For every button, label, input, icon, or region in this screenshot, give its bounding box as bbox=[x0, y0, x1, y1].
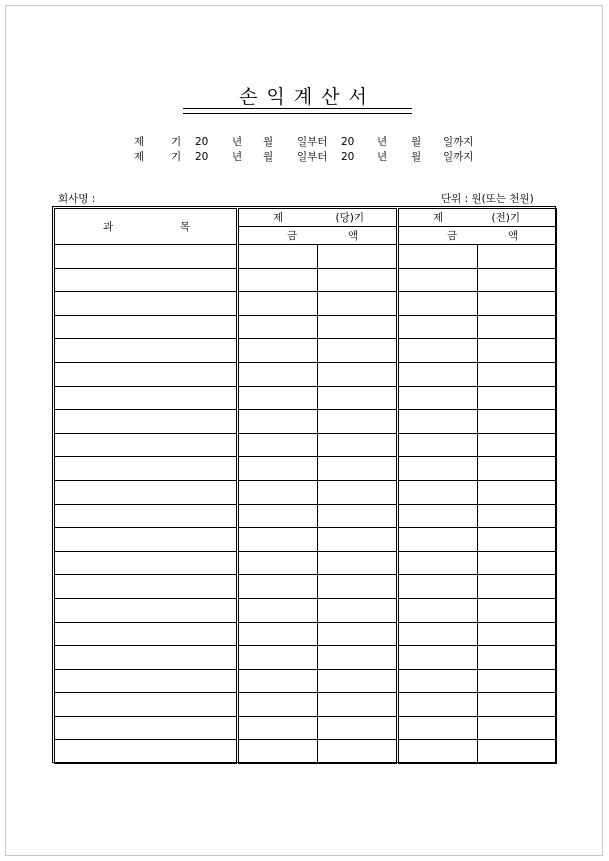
previous-amount-cell-1[interactable] bbox=[399, 457, 478, 481]
previous-amount-cell-1[interactable] bbox=[399, 646, 478, 670]
income-statement-table bbox=[54, 208, 557, 764]
current-amount-cell-1[interactable] bbox=[239, 315, 318, 339]
previous-amount-cell-1[interactable] bbox=[399, 433, 478, 457]
period-ilkkaji: 일까지 bbox=[443, 136, 474, 148]
period-ilbuteo: 일부터 bbox=[297, 151, 328, 163]
subject-cell[interactable] bbox=[55, 339, 237, 363]
table-row bbox=[55, 575, 557, 599]
period-year-to: 20 bbox=[341, 151, 355, 163]
current-amount-cell-2[interactable] bbox=[318, 551, 397, 575]
current-amount-cell-2[interactable] bbox=[318, 740, 397, 764]
period-line bbox=[0, 149, 609, 165]
current-amount-cell-2[interactable] bbox=[318, 292, 397, 316]
previous-amount-cell-2[interactable] bbox=[478, 315, 557, 339]
previous-amount-cell-1[interactable] bbox=[399, 693, 478, 717]
period-wol-from: 월 bbox=[263, 136, 274, 148]
current-amount-cell-1[interactable] bbox=[239, 528, 318, 552]
table-row bbox=[55, 622, 557, 646]
period-je: 제 bbox=[134, 136, 145, 148]
current-amount-header bbox=[239, 227, 397, 245]
current-amount-cell-2[interactable] bbox=[318, 598, 397, 622]
current-amount-cell-1[interactable] bbox=[239, 504, 318, 528]
table-row bbox=[55, 245, 557, 269]
period-line bbox=[0, 134, 609, 150]
table-row bbox=[55, 433, 557, 457]
previous-amount-cell-1[interactable] bbox=[399, 575, 478, 599]
header-row-top bbox=[55, 209, 557, 227]
previous-amount-cell-1[interactable] bbox=[399, 598, 478, 622]
current-amount-cell-1[interactable] bbox=[239, 575, 318, 599]
previous-amount-cell-1[interactable] bbox=[399, 551, 478, 575]
table-row bbox=[55, 716, 557, 740]
subject-cell[interactable] bbox=[55, 480, 237, 504]
table-row bbox=[55, 740, 557, 764]
previous-amount-cell-2[interactable] bbox=[478, 528, 557, 552]
current-amount-cell-2[interactable] bbox=[318, 315, 397, 339]
previous-amount-cell-2[interactable] bbox=[478, 622, 557, 646]
current-amount-cell-1[interactable] bbox=[239, 292, 318, 316]
period-wol-to: 월 bbox=[411, 151, 422, 163]
company-name-label: 회사명 : bbox=[58, 193, 96, 205]
current-amount-cell-1[interactable] bbox=[239, 669, 318, 693]
current-amount-cell-1[interactable] bbox=[239, 598, 318, 622]
subject-cell[interactable] bbox=[55, 622, 237, 646]
previous-amount-cell-2[interactable] bbox=[478, 362, 557, 386]
previous-amount-cell-2[interactable] bbox=[478, 575, 557, 599]
previous-amount-cell-2[interactable] bbox=[478, 716, 557, 740]
previous-amount-cell-2[interactable] bbox=[478, 480, 557, 504]
current-amount-cell-1[interactable] bbox=[239, 693, 318, 717]
previous-amount-cell-1[interactable] bbox=[399, 410, 478, 434]
subject-cell[interactable] bbox=[55, 716, 237, 740]
previous-term-je: 제 bbox=[433, 212, 444, 224]
period-nyeon-to: 년 bbox=[377, 151, 388, 163]
previous-amount-cell-2[interactable] bbox=[478, 598, 557, 622]
current-amount-cell-1[interactable] bbox=[239, 716, 318, 740]
previous-term-label: (전)기 bbox=[491, 212, 520, 224]
previous-amount-cell-1[interactable] bbox=[399, 386, 478, 410]
current-amount-cell-2[interactable] bbox=[318, 716, 397, 740]
period-year-from: 20 bbox=[195, 151, 209, 163]
unit-label: 단위 : 원(또는 천원) bbox=[441, 193, 534, 205]
subject-cell[interactable] bbox=[55, 315, 237, 339]
subject-cell[interactable] bbox=[55, 575, 237, 599]
subject-cell[interactable] bbox=[55, 528, 237, 552]
previous-amount-cell-2[interactable] bbox=[478, 292, 557, 316]
period-je: 제 bbox=[134, 151, 145, 163]
table-row bbox=[55, 292, 557, 316]
current-amount-cell-2[interactable] bbox=[318, 480, 397, 504]
current-amount-cell-1[interactable] bbox=[239, 622, 318, 646]
previous-amount-header bbox=[399, 227, 557, 245]
current-amount-cell-1[interactable] bbox=[239, 551, 318, 575]
subject-cell[interactable] bbox=[55, 362, 237, 386]
period-ilkkaji: 일까지 bbox=[443, 151, 474, 163]
previous-amount-cell-1[interactable] bbox=[399, 268, 478, 292]
subject-cell[interactable] bbox=[55, 433, 237, 457]
table-row bbox=[55, 598, 557, 622]
previous-amount-right: 액 bbox=[507, 230, 518, 242]
table-row bbox=[55, 410, 557, 434]
subject-cell[interactable] bbox=[55, 693, 237, 717]
previous-amount-cell-1[interactable] bbox=[399, 315, 478, 339]
previous-amount-cell-2[interactable] bbox=[478, 386, 557, 410]
period-gi: 기 bbox=[171, 151, 182, 163]
period-ilbuteo: 일부터 bbox=[297, 136, 328, 148]
subject-header-left: 과 bbox=[103, 221, 114, 233]
table-row bbox=[55, 315, 557, 339]
current-amount-cell-2[interactable] bbox=[318, 693, 397, 717]
table-row bbox=[55, 268, 557, 292]
subject-header-right: 목 bbox=[179, 221, 190, 233]
period-nyeon-from: 년 bbox=[232, 151, 243, 163]
previous-amount-left: 금 bbox=[447, 230, 458, 242]
subject-cell[interactable] bbox=[55, 268, 237, 292]
table-row bbox=[55, 528, 557, 552]
current-amount-cell-1[interactable] bbox=[239, 433, 318, 457]
current-amount-cell-1[interactable] bbox=[239, 646, 318, 670]
previous-amount-cell-2[interactable] bbox=[478, 669, 557, 693]
subject-cell[interactable] bbox=[55, 646, 237, 670]
previous-amount-cell-1[interactable] bbox=[399, 504, 478, 528]
table-row bbox=[55, 504, 557, 528]
subject-cell[interactable] bbox=[55, 410, 237, 434]
subject-cell[interactable] bbox=[55, 457, 237, 481]
previous-amount-cell-2[interactable] bbox=[478, 433, 557, 457]
previous-amount-cell-2[interactable] bbox=[478, 268, 557, 292]
current-amount-cell-1[interactable] bbox=[239, 245, 318, 269]
current-amount-cell-1[interactable] bbox=[239, 480, 318, 504]
previous-amount-cell-2[interactable] bbox=[478, 551, 557, 575]
current-amount-cell-1[interactable] bbox=[239, 457, 318, 481]
table-row bbox=[55, 480, 557, 504]
previous-amount-cell-2[interactable] bbox=[478, 457, 557, 481]
previous-amount-cell-1[interactable] bbox=[399, 669, 478, 693]
subject-cell[interactable] bbox=[55, 386, 237, 410]
subject-cell[interactable] bbox=[55, 598, 237, 622]
previous-amount-cell-1[interactable] bbox=[399, 740, 478, 764]
current-amount-cell-2[interactable] bbox=[318, 245, 397, 269]
period-year-to: 20 bbox=[341, 136, 355, 148]
previous-amount-cell-2[interactable] bbox=[478, 740, 557, 764]
current-amount-cell-2[interactable] bbox=[318, 362, 397, 386]
period-year-from: 20 bbox=[195, 136, 209, 148]
period-nyeon-from: 년 bbox=[232, 136, 243, 148]
previous-amount-cell-1[interactable] bbox=[399, 622, 478, 646]
document-title: 손익계산서 bbox=[239, 86, 376, 108]
table-row bbox=[55, 386, 557, 410]
current-amount-cell-2[interactable] bbox=[318, 622, 397, 646]
previous-amount-cell-1[interactable] bbox=[399, 716, 478, 740]
previous-amount-cell-2[interactable] bbox=[478, 646, 557, 670]
current-amount-cell-2[interactable] bbox=[318, 410, 397, 434]
period-wol-from: 월 bbox=[263, 151, 274, 163]
current-term-header bbox=[239, 209, 397, 227]
subject-cell[interactable] bbox=[55, 292, 237, 316]
current-amount-cell-2[interactable] bbox=[318, 268, 397, 292]
previous-amount-cell-1[interactable] bbox=[399, 339, 478, 363]
previous-amount-cell-1[interactable] bbox=[399, 292, 478, 316]
title-double-underline bbox=[183, 108, 412, 114]
current-amount-cell-2[interactable] bbox=[318, 669, 397, 693]
previous-amount-cell-2[interactable] bbox=[478, 693, 557, 717]
current-term-label: (당)기 bbox=[335, 212, 364, 224]
current-amount-cell-1[interactable] bbox=[239, 268, 318, 292]
previous-amount-cell-2[interactable] bbox=[478, 245, 557, 269]
previous-amount-cell-2[interactable] bbox=[478, 410, 557, 434]
table-row bbox=[55, 669, 557, 693]
previous-amount-cell-1[interactable] bbox=[399, 245, 478, 269]
table-row bbox=[55, 551, 557, 575]
current-amount-cell-2[interactable] bbox=[318, 457, 397, 481]
previous-amount-cell-2[interactable] bbox=[478, 504, 557, 528]
table-row bbox=[55, 362, 557, 386]
previous-amount-cell-2[interactable] bbox=[478, 339, 557, 363]
current-amount-cell-1[interactable] bbox=[239, 339, 318, 363]
current-amount-cell-1[interactable] bbox=[239, 410, 318, 434]
current-amount-cell-2[interactable] bbox=[318, 646, 397, 670]
previous-term-header bbox=[399, 209, 557, 227]
current-amount-cell-2[interactable] bbox=[318, 386, 397, 410]
table-row bbox=[55, 339, 557, 363]
current-amount-cell-1[interactable] bbox=[239, 362, 318, 386]
period-gi: 기 bbox=[171, 136, 182, 148]
current-amount-left: 금 bbox=[287, 230, 298, 242]
table-row bbox=[55, 457, 557, 481]
current-amount-cell-2[interactable] bbox=[318, 339, 397, 363]
previous-amount-cell-1[interactable] bbox=[399, 480, 478, 504]
period-wol-to: 월 bbox=[411, 136, 422, 148]
subject-cell[interactable] bbox=[55, 740, 237, 764]
current-amount-right: 액 bbox=[347, 230, 358, 242]
subject-cell[interactable] bbox=[55, 669, 237, 693]
subject-cell[interactable] bbox=[55, 504, 237, 528]
current-amount-cell-2[interactable] bbox=[318, 575, 397, 599]
previous-amount-cell-1[interactable] bbox=[399, 362, 478, 386]
table-row bbox=[55, 693, 557, 717]
current-term-je: 제 bbox=[273, 212, 284, 224]
current-amount-cell-1[interactable] bbox=[239, 386, 318, 410]
table-row bbox=[55, 646, 557, 670]
period-nyeon-to: 년 bbox=[377, 136, 388, 148]
subject-cell[interactable] bbox=[55, 245, 237, 269]
current-amount-cell-2[interactable] bbox=[318, 504, 397, 528]
previous-amount-cell-1[interactable] bbox=[399, 528, 478, 552]
current-amount-cell-2[interactable] bbox=[318, 433, 397, 457]
current-amount-cell-2[interactable] bbox=[318, 528, 397, 552]
current-amount-cell-1[interactable] bbox=[239, 740, 318, 764]
subject-header bbox=[55, 209, 237, 245]
subject-cell[interactable] bbox=[55, 551, 237, 575]
